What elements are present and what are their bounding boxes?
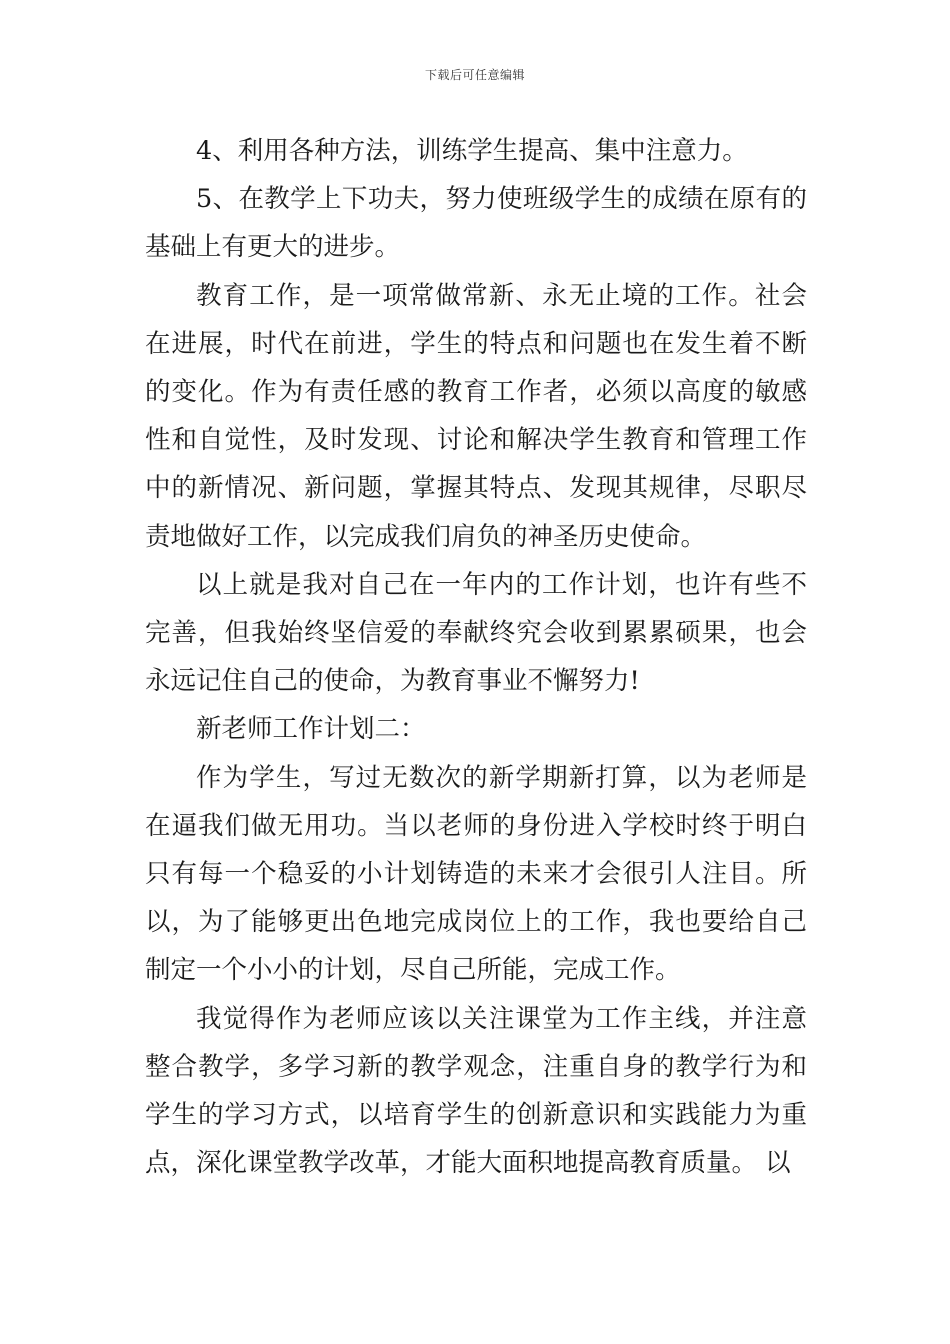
paragraph-item-5: 5、在教学上下功夫，努力使班级学生的成绩在原有的基础上有更大的进步。 — [145, 184, 807, 263]
paragraph-summary: 以上就是我对自己在一年内的工作计划，也许有些不完善，但我始终坚信爱的奉献终究会收到累累硕果，也会永远记住自己的使命，为教育事业不懈努力! — [145, 569, 807, 697]
paragraph-classroom-focus: 我觉得作为老师应该以关注课堂为工作主线，并注意整合教学，多学习新的教学观念，注重自身的教学行为和学生的学习方式，以培育学生的创新意识和实践能力为重点，深化课堂教学改革，才能大面积地提高教育质量。 以 — [145, 1003, 807, 1179]
paragraph-as-student: 作为学生，写过无数次的新学期新打算，以为老师是在逼我们做无用功。当以老师的身份进入学校时终于明白只有每一个稳妥的小计划铸造的未来才会很引人注目。所以，为了能够更出色地完成岗位上的工作，我也要给自己制定一个小小的计划，尽自己所能，完成工作。 — [145, 762, 807, 986]
paragraph-education-work: 教育工作，是一项常做常新、永无止境的工作。社会在进展，时代在前进，学生的特点和问题也在发生着不断的变化。作为有责任感的教育工作者，必须以高度的敏感性和自觉性，及时发现、讨论和解决学生教育和管理工作中的新情况、新问题，掌握其特点、发现其规律，尽职尽责地做好工作，以完成我们肩负的神圣历史使命。 — [145, 280, 807, 552]
page-header-note: 下载后可任意编辑 — [424, 68, 525, 82]
document-body — [145, 127, 807, 1187]
paragraph-item-4: 4、利用各种方法，训练学生提高、集中注意力。 — [196, 136, 748, 166]
section-heading-plan-two: 新老师工作计划二： — [196, 714, 426, 745]
